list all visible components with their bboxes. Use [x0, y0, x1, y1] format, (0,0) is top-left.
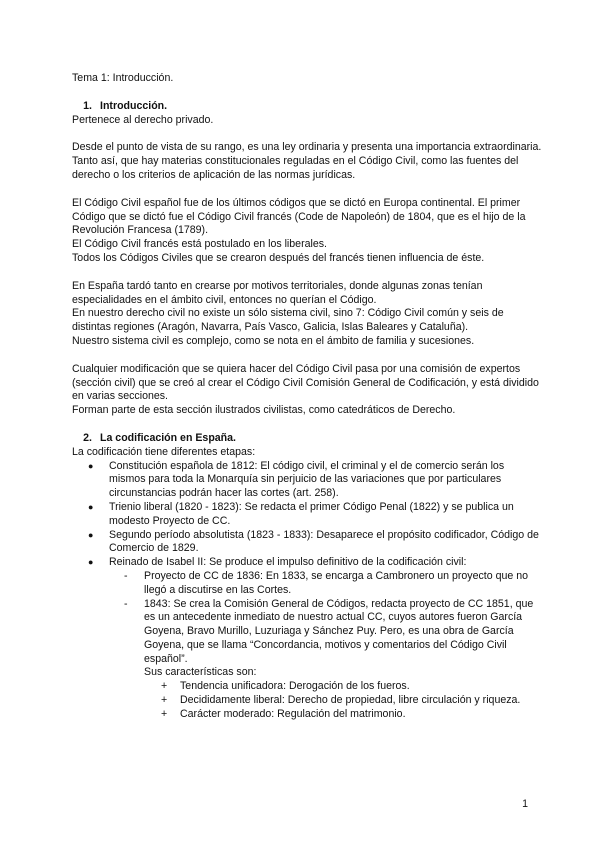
paragraph: El Código Civil español fue de los últimos códigos que se dictó en Europa continental. El primer Código que se dictó fue el Código Civil francés (Code de Napoleón) de 1804, que es el hijo de la Revolución Francesa (1789). — [72, 196, 526, 237]
bullet-list — [72, 460, 542, 570]
section-2-heading — [72, 432, 542, 446]
paragraph: En nuestro derecho civil no existe un sólo sistema civil, sino 7: Código Civil común y seis de distintas regiones (Aragón, Navarra, País Vasco, Galicia, Islas Baleares y Cataluña). — [72, 307, 504, 334]
bullet-marker: ● — [88, 460, 94, 471]
paragraph: Nuestro sistema civil es complejo, como se nota en el ámbito de familia y sucesiones. — [72, 334, 475, 347]
list-item: ● Segundo período absolutista (1823 - 1833): Desaparece el propósito codificador, Código de Comercio de 1829. — [88, 528, 539, 555]
document-title: Tema 1: Introducción. — [72, 72, 174, 84]
page-number: 1 — [522, 798, 528, 810]
list-item: - Proyecto de CC de 1836: En 1833, se encarga a Cambronero un proyecto que no llegó a discutirse en las Cortes. — [124, 569, 528, 596]
characteristics-intro: Sus características son: — [144, 666, 257, 679]
bullet-marker: ● — [88, 529, 94, 540]
plus-marker: + — [161, 707, 168, 720]
paragraph: El Código Civil francés está postulado en los liberales. — [72, 238, 327, 251]
paragraph: Todos los Códigos Civiles que se crearon después del francés tienen influencia de éste. — [72, 251, 485, 264]
bullet-marker: ● — [88, 557, 94, 568]
plus-marker: + — [161, 694, 168, 707]
paragraph: En España tardó tanto en crearse por motivos territoriales, donde algunas zonas tenían especialidades en el ámbito civil, entonces no querían el Código. — [72, 279, 483, 306]
paragraph: Forman parte de esta sección ilustrados civilistas, como catedráticos de Derecho. — [72, 404, 456, 417]
sub-bullet-list — [72, 570, 542, 667]
plus-marker: + — [161, 680, 168, 693]
paragraph: La codificación tiene diferentes etapas: — [72, 445, 256, 458]
document-page — [72, 72, 542, 722]
paragraph: Desde el punto de vista de su rango, es una ley ordinaria y presenta una importancia extraordinaria. Tanto así, que hay materias constitucionales reguladas en el Código Civil, como las fuentes del derecho o los criterios de aplicación de las normas jurídicas. — [72, 141, 542, 181]
section-1-number: 1. — [83, 99, 92, 112]
paragraph: Cualquier modificación que se quiera hacer del Código Civil pasa por una comisión de expertos (sección civil) que se creó al crear el Código Civil Comisión General de Codificación, y está dividido en varias secciones. — [72, 362, 539, 403]
dash-marker: - — [124, 597, 128, 610]
section-1-heading — [72, 100, 542, 114]
list-item: + Carácter moderado: Regulación del matrimonio. — [161, 707, 406, 720]
list-item: ● Reinado de Isabel II: Se produce el impulso definitivo de la codificación civil: — [88, 556, 467, 569]
section-2-number: 2. — [83, 431, 92, 444]
dash-marker: - — [124, 569, 128, 582]
list-item: + Tendencia unificadora: Derogación de los fueros. — [161, 680, 410, 693]
list-item: + Decididamente liberal: Derecho de propiedad, libre circulación y riqueza. — [161, 694, 521, 707]
section-2-title: La codificación en España. — [100, 431, 236, 444]
paragraph: Pertenece al derecho privado. — [72, 113, 214, 126]
characteristics-list — [72, 680, 542, 721]
list-item: ● Trienio liberal (1820 - 1823): Se redacta el primer Código Penal (1822) y se publica un modesto Proyecto de CC. — [88, 500, 514, 527]
bullet-marker: ● — [88, 501, 94, 512]
list-item: ● Constitución española de 1812: El código civil, el criminal y el de comercio serán los mismos para toda la Monarquía sin perjuicio de las variaciones que por particulares circunstancias podrán hacer las cortes (art. 258). — [88, 459, 505, 500]
list-item: - 1843: Se crea la Comisión General de Códigos, redacta proyecto de CC 1851, que es un antecedente inmediato de nuestro actual CC, cuyos autores fueron García Goyena, Bravo Murillo, Luzuriaga y Sánchez Puy. Pero, es una obra de García Goyena, que se llama “Concordancia, motivos y comentarios del Código Civil español”. — [124, 597, 534, 665]
section-1-title: Introducción. — [100, 99, 168, 112]
